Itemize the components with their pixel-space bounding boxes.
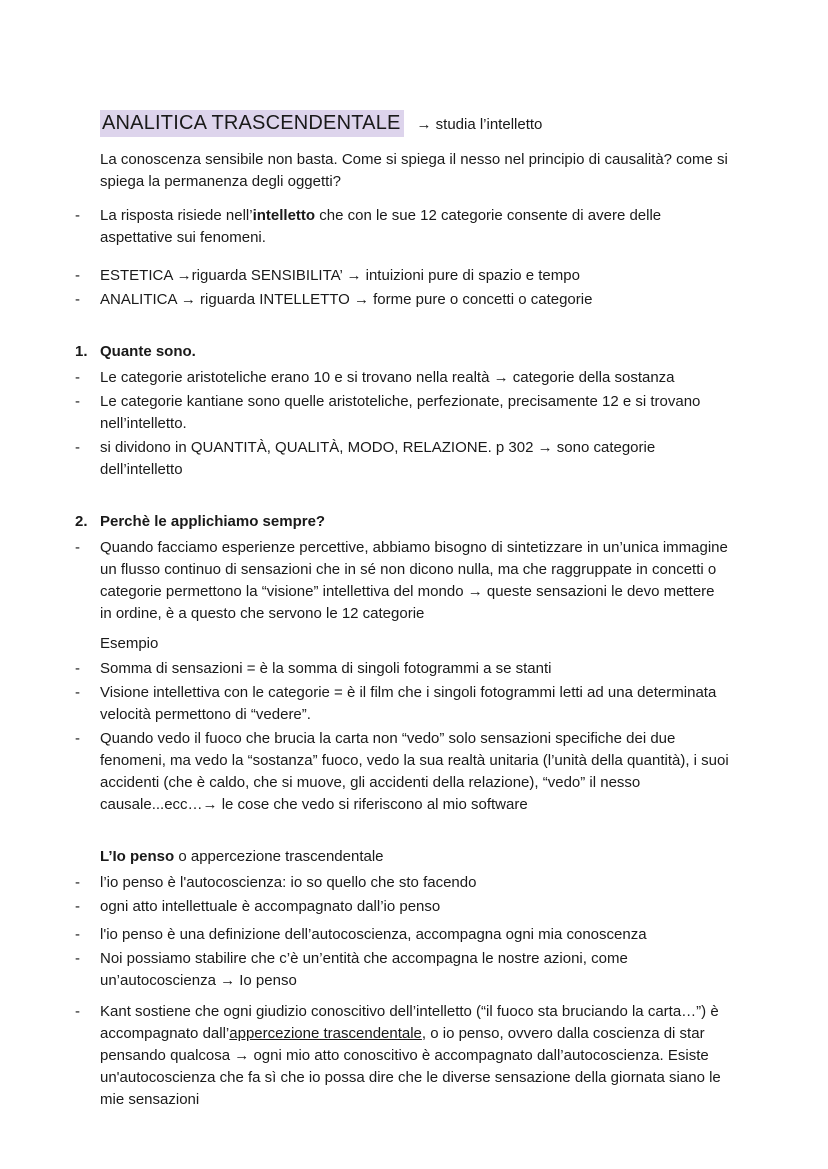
document-title-line: [100, 100, 730, 137]
dash-marker: -: [75, 950, 80, 967]
dash-marker: -: [75, 898, 80, 915]
dash-marker: -: [75, 730, 80, 747]
dash-marker: -: [75, 874, 80, 891]
list-item-text: l’io penso è l'autocoscienza: io so quello che sto facendo: [100, 874, 477, 891]
list-item-kantiane: [75, 391, 730, 435]
esempio-label: Esempio: [100, 635, 159, 652]
list-item-text: si dividono in QUANTITÀ, QUALITÀ, MODO, RELAZIONE. p 302 → sono categorie dell’intelletto: [100, 439, 656, 478]
list-item-estetica: [75, 265, 730, 287]
list-item-divisione: [75, 437, 730, 481]
bold-text-run: intelletto: [252, 207, 316, 224]
text-run: La risposta risiede nell’: [100, 207, 253, 224]
text-run: che con le sue 12 categorie consente di avere delle aspettative sui fenomeni.: [100, 207, 662, 246]
list-item-text: Quando facciamo esperienze percettive, abbiamo bisogno di sintetizzare in un’unica immagine un flusso continuo di sensazioni che in sé non dicono nulla, ma che raggruppate in concetti o categorie permettono la “visione” intellettiva del mondo → queste sensazioni le devo mettere in ordine, è a questo che servono le 12 categorie: [100, 539, 728, 622]
dash-marker: -: [75, 1003, 80, 1020]
list-item-definizione: [75, 924, 730, 946]
list-item-text: ogni atto intellettuale è accompagnato dall’io penso: [100, 898, 441, 915]
list-item-kant: [75, 1001, 730, 1111]
list-item-text: Le categorie aristoteliche erano 10 e si trovano nella realtà → categorie della sostanza: [100, 369, 675, 386]
text-run: Kant sostiene che ogni giudizio conoscitivo dell’intelletto (“il fuoco sta bruciando la carta…”) è accompagnato dall’: [100, 1003, 719, 1042]
list-item-entita: [75, 948, 730, 992]
list-item-text: Somma di sensazioni = è la somma di singoli fotogrammi a se stanti: [100, 660, 552, 677]
list-item-text: [100, 1003, 721, 1108]
text-run: , o io penso, ovvero dalla coscienza di star pensando qualcosa → ogni mio atto conoscitivo è accompagnato dall’autocoscienza. Esiste un'autocoscienza che fa sì che io possa dire che le diverse sensazione della giornata siano le mie sensazioni: [100, 1025, 721, 1108]
section-title: Quante sono.: [100, 343, 196, 360]
section-heading-2: [75, 511, 730, 533]
dash-marker: -: [75, 539, 80, 556]
list-item-fuoco: [75, 728, 730, 816]
section-heading-1: [75, 341, 730, 363]
heading-bold-run: L’Io penso: [100, 848, 175, 865]
dash-marker: -: [75, 439, 80, 456]
list-item-text: [100, 207, 661, 246]
section-title: Perchè le applichiamo sempre?: [100, 513, 326, 530]
underlined-text-run: appercezione trascendentale: [229, 1025, 422, 1042]
list-item-analitica: [75, 289, 730, 311]
dash-marker: -: [75, 684, 80, 701]
dash-marker: -: [75, 267, 80, 284]
list-item-text: l'io penso è una definizione dell’autocoscienza, accompagna ogni mia conoscenza: [100, 926, 647, 943]
title-annotation: → studia l’intelletto: [416, 116, 543, 133]
section-number: 2.: [75, 513, 88, 530]
dash-marker: -: [75, 291, 80, 308]
dash-marker: -: [75, 660, 80, 677]
list-item-somma: [75, 658, 730, 680]
list-item-visione: [75, 682, 730, 726]
section-number: 1.: [75, 343, 88, 360]
list-item-text: Noi possiamo stabilire che c’è un’entità che accompagna le nostre azioni, come un’autocoscienza → Io penso: [100, 950, 628, 989]
page-title-highlight: ANALITICA TRASCENDENTALE: [100, 110, 404, 137]
list-item-text: Quando vedo il fuoco che brucia la carta non “vedo” solo sensazioni specifiche dei due fenomeni, ma vedo la “sostanza” fuoco, vedo la sua realtà unitaria (l’unità della quantità), i suoi accidenti (che è caldo, che si muove, gli accidenti della relazione), “vedo” il nesso causale...ecc…→ le cose che vedo si riferiscono al mio software: [100, 730, 729, 813]
section-heading-io-penso: [100, 846, 730, 868]
list-item-esperienze: [75, 537, 730, 625]
dash-marker: -: [75, 926, 80, 943]
heading-text-run: o appercezione trascendentale: [174, 848, 384, 865]
list-item-atto-intellettuale: [75, 896, 730, 918]
list-item-text: Le categorie kantiane sono quelle aristoteliche, perfezionate, precisamente 12 e si trovano nell’intelletto.: [100, 393, 701, 432]
dash-marker: -: [75, 207, 80, 224]
list-item-aristoteliche: [75, 367, 730, 389]
dash-marker: -: [75, 393, 80, 410]
list-item-autocoscienza: [75, 872, 730, 894]
dash-marker: -: [75, 369, 80, 386]
list-item-risposta: [75, 205, 730, 249]
intro-paragraph: La conoscenza sensibile non basta. Come si spiega il nesso nel principio di causalità? come si spiega la permanenza degli oggetti?: [100, 151, 728, 190]
document-content: [75, 100, 730, 1111]
list-item-text: ANALITICA → riguarda INTELLETTO → forme pure o concetti o categorie: [100, 291, 593, 308]
list-item-text: Visione intellettiva con le categorie = è il film che i singoli fotogrammi letti ad una determinata velocità permettono di “vedere”.: [100, 684, 717, 723]
list-item-text: ESTETICA →riguarda SENSIBILITA’ → intuizioni pure di spazio e tempo: [100, 267, 580, 284]
